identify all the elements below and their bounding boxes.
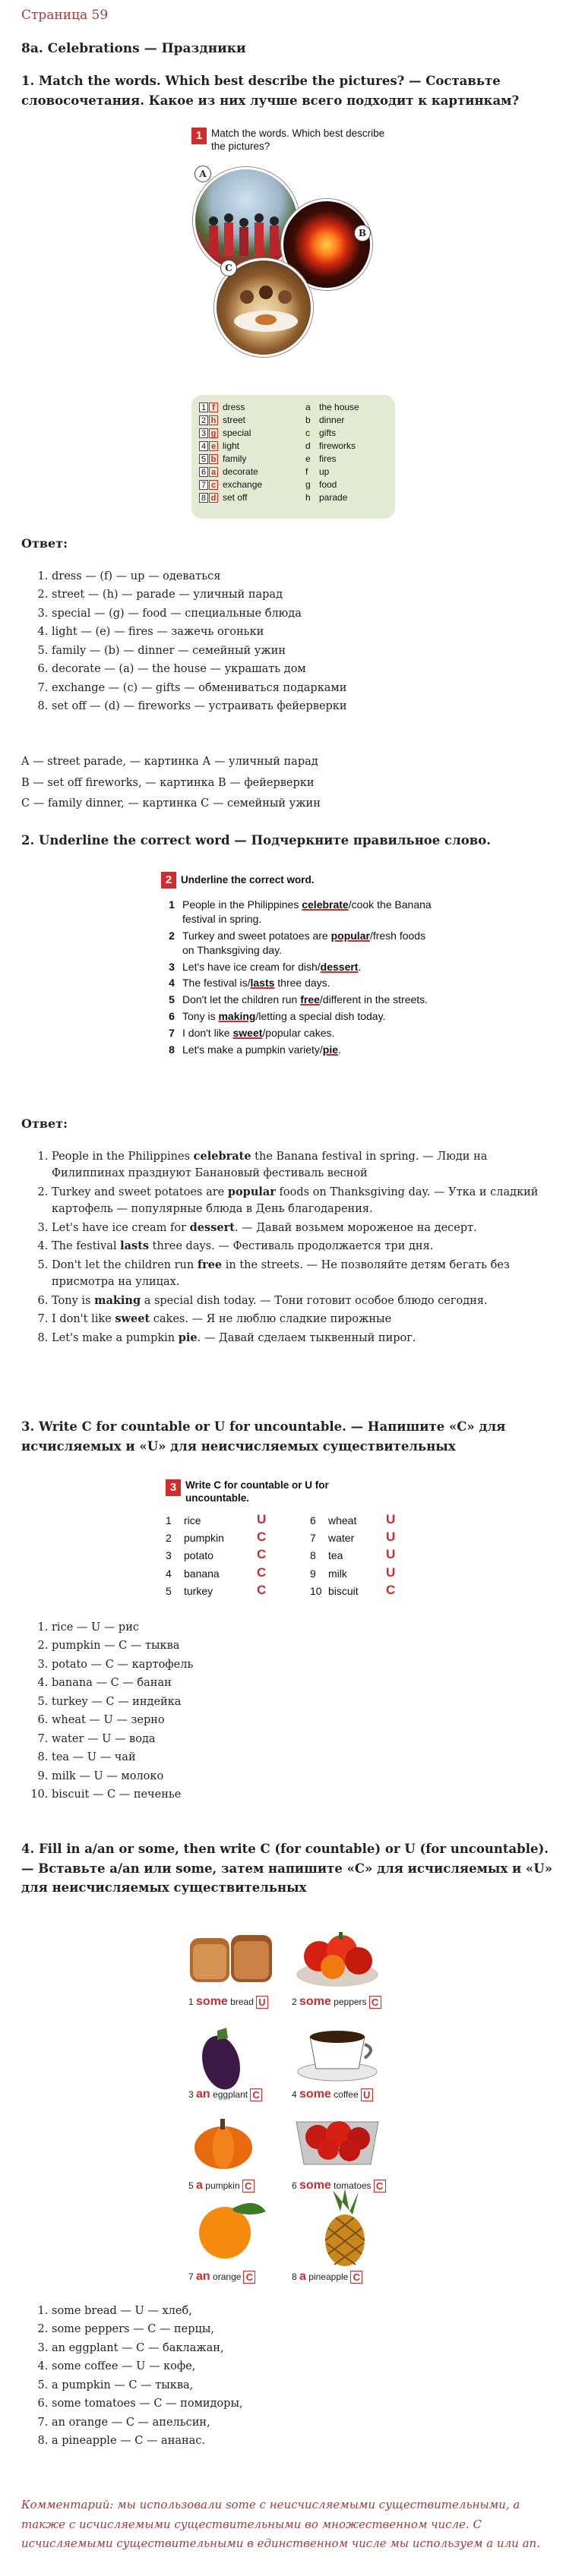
item-noun: eggplant [213, 2089, 248, 2100]
list-item: 5. a pumpkin — C — тыква, [52, 2377, 564, 2394]
item-number: 9 [310, 1567, 316, 1580]
food-caption [292, 2268, 362, 2285]
list-item: 6. some tomatoes — C — помидоры, [52, 2395, 564, 2412]
answer-text: Don't let the children run [52, 1258, 198, 1271]
item-word: the house [319, 402, 359, 412]
item-letter: e [305, 453, 311, 464]
item-letter: f [305, 466, 308, 477]
food-caption [188, 2177, 255, 2194]
item-number: 4 [292, 2089, 297, 2100]
item-text: Don't let the children run [182, 993, 301, 1006]
ex2-title: 2. Underline the correct word — Подчеркните правильное слово. [21, 833, 491, 848]
item-number: 6 [199, 467, 208, 477]
answer-letter: C [386, 1582, 396, 1597]
food-caption [188, 2268, 255, 2285]
ex1-title: 1. Match the words. Which best describe the pictures? — Составьте словосочетания. Какое из них лучше всего подходит к картинкам? [21, 74, 520, 108]
list-item: 8. tea — U — чай [52, 1749, 564, 1766]
item-number: 1 [199, 402, 208, 412]
item-word: turkey [184, 1584, 213, 1597]
ex3-number-badge: 3 [166, 1479, 181, 1496]
item-word: rice [184, 1514, 201, 1526]
item-noun: orange [213, 2271, 242, 2282]
item-letter: b [305, 415, 311, 425]
ex1-picture-answers [21, 752, 564, 815]
match-row [199, 401, 262, 414]
item-text: /cook the Banana festival in spring. [182, 898, 432, 925]
underlined-word: making [218, 1010, 256, 1023]
item-number: 8 [292, 2271, 297, 2282]
item-number: 5 [166, 1584, 172, 1597]
item-number: 2 [199, 415, 208, 425]
list-item: 9. milk — U — молоко [52, 1768, 564, 1785]
answer-text: the Banana festival in spring. — Люди на Филиппинах празднуют Банановый фестиваль весной [52, 1151, 488, 1180]
item-word: dinner [319, 415, 345, 425]
answer-letter: C [257, 1564, 267, 1580]
item-number: 4 [169, 977, 175, 990]
item-word: family [223, 453, 247, 464]
article-answer: some [299, 2179, 331, 2192]
item-letter: h [305, 492, 311, 503]
item-text: /letting a special dish today. [255, 1010, 386, 1023]
underlined-word: sweet [232, 1027, 263, 1040]
list-item: 1. some bread — U — хлеб, [52, 2303, 564, 2319]
item-noun: peppers [334, 1997, 367, 2007]
list-item [52, 1184, 564, 1218]
peppers-image [292, 1921, 383, 1990]
ex2-item [161, 976, 432, 990]
item-text: The festival is/ [182, 977, 251, 990]
picture-answer: B — set off fireworks, — картинка В — фейерверки [21, 776, 315, 789]
answer-letter: U [386, 1564, 396, 1580]
list-item [52, 1330, 564, 1346]
ex1-number-badge: 1 [191, 128, 207, 144]
item-text: I don't like [182, 1027, 233, 1040]
item-number: 3 [188, 2089, 194, 2100]
item-number: 4 [166, 1567, 172, 1580]
ex3-textbook-panel [166, 1479, 439, 1599]
match-row [199, 478, 262, 491]
match-row [305, 401, 359, 414]
answer-bold-word: pie [178, 1331, 198, 1344]
countability-answer: U [361, 2088, 373, 2101]
item-number: 6 [292, 2180, 297, 2191]
ex4-title: 4. Fill in a/an or some, then write C (for countable) or U (for uncountable). — Вставьте a/an или some, затем напишите «С» для исчисляемых и «U» для неисчисляемых существительных [21, 1842, 553, 1896]
ex1-right-column [305, 401, 359, 504]
countability-answer: C [374, 2180, 386, 2192]
ex2-answer-list [21, 1147, 564, 1348]
article-answer: an [196, 2270, 210, 2283]
item-text: /popular cakes. [262, 1027, 335, 1040]
match-row [305, 440, 359, 453]
item-word: light [223, 440, 240, 451]
item-word: set off [223, 492, 248, 503]
answer-bold-word: celebrate [193, 1150, 251, 1163]
item-word: food [319, 479, 337, 490]
pumpkin-image [185, 2105, 261, 2174]
item-number: 3 [166, 1549, 172, 1562]
list-item: 5. family — (b) — dinner — семейный ужин [52, 642, 564, 659]
item-word: gifts [319, 428, 337, 438]
item-word: exchange [223, 479, 263, 490]
item-number: 3 [169, 960, 175, 973]
item-text: People in the Philippines [182, 898, 302, 911]
bread-image [185, 1929, 277, 1990]
answer-letter: f [209, 402, 218, 412]
ex3-instruction: Write C for countable or U for uncountable. [185, 1479, 329, 1504]
underlined-word: pie [322, 1043, 338, 1056]
item-number: 1 [166, 1514, 172, 1526]
countability-answer: C [250, 2088, 262, 2101]
match-row [305, 427, 359, 440]
ex4-answer-list [21, 2301, 564, 2451]
list-item: 1. rice — U — рис [52, 1619, 564, 1636]
list-item: 7. an orange — C — апельсин, [52, 2414, 564, 2431]
article-answer: some [299, 2088, 331, 2101]
answer-letter: d [209, 493, 218, 503]
item-noun: tomatoes [334, 2180, 372, 2191]
ex3-answer-list [21, 1618, 564, 1805]
item-noun: coffee [334, 2089, 359, 2100]
answer-text: . — Давай сделаем тыквенный пирог. [197, 1331, 416, 1344]
item-letter: c [305, 428, 310, 438]
answer-letter: a [209, 467, 218, 477]
item-number: 2 [169, 929, 175, 942]
item-number: 6 [169, 1010, 175, 1023]
match-row [199, 453, 262, 466]
item-number: 8 [199, 493, 208, 503]
answer-text: in the streets. — Не позволяйте детям бегать без присмотра на улицах. [52, 1258, 510, 1289]
item-number: 7 [199, 480, 208, 490]
answer-text: The festival [52, 1240, 121, 1253]
answer-bold-word: sweet [115, 1312, 150, 1326]
list-item: 7. exchange — (c) — gifts — обмениваться подарками [52, 680, 564, 696]
ex2-header [161, 872, 432, 889]
answer-text: People in the Philippines [52, 1151, 194, 1163]
item-word: special [223, 428, 251, 438]
ex2-item [161, 1009, 432, 1024]
item-word: parade [319, 492, 348, 503]
answer-text: Let's have ice cream for [52, 1221, 190, 1234]
ex2-item [161, 1026, 432, 1040]
ex1-instruction: Match the words. Which best describe the pictures? [211, 128, 385, 152]
tomatoes-image [292, 2099, 383, 2172]
answer-text: Tony is [52, 1294, 95, 1307]
photo-label-a: A [194, 166, 211, 182]
eggplant-image [187, 2017, 255, 2093]
list-item: 3. an eggplant — C — баклажан, [52, 2340, 564, 2357]
list-item: 6. wheat — U — зерно [52, 1712, 564, 1728]
countability-answer: C [350, 2271, 362, 2284]
ex2-instruction: Underline the correct word. [181, 874, 315, 886]
item-noun: bread [230, 1997, 254, 2007]
item-number: 10 [310, 1584, 322, 1597]
item-word: wheat [328, 1514, 357, 1526]
match-row [305, 466, 359, 478]
list-item [52, 1148, 564, 1182]
item-word: up [319, 466, 330, 477]
item-number: 5 [199, 454, 208, 464]
list-item: 2. pumpkin — C — тыква [52, 1637, 564, 1654]
answer-letter: e [209, 441, 218, 451]
answer-text: a special dish today. — Тони готовит особое блюдо сегодня. [141, 1294, 488, 1307]
item-number: 8 [310, 1549, 316, 1562]
answer-letter: g [209, 428, 218, 438]
item-text: /fresh foods on Thanksgiving day. [182, 929, 426, 956]
ex2-item [161, 898, 432, 927]
article-answer: a [196, 2179, 203, 2192]
countability-answer: C [242, 2180, 255, 2192]
match-row [305, 414, 359, 427]
item-word: dress [223, 402, 245, 412]
answer-letter: U [386, 1547, 396, 1562]
answer-letter: U [257, 1511, 267, 1526]
item-word: potato [184, 1549, 213, 1562]
item-word: fireworks [319, 440, 356, 451]
list-item: 1. dress — (f) — up — одеваться [52, 568, 564, 585]
answer-letter: C [257, 1582, 267, 1597]
list-item [52, 1311, 564, 1327]
item-number: 2 [166, 1532, 172, 1545]
list-item: 8. set off — (d) — fireworks — устраивать фейерверки [52, 698, 564, 715]
list-item: 2. some peppers — C — перцы, [52, 2321, 564, 2338]
item-word: tea [328, 1549, 343, 1562]
list-item: 10. biscuit — C — печенье [52, 1786, 564, 1803]
match-row [199, 440, 262, 453]
ex2-textbook-panel [161, 872, 432, 1059]
item-text: . [338, 1043, 341, 1056]
picture-answer: C — family dinner, — картинка С — семейный ужин [21, 797, 321, 810]
picture-answer: A — street parade, — картинка А — уличный парад [21, 756, 318, 768]
food-caption [292, 2085, 373, 2103]
answer-bold-word: free [197, 1258, 223, 1271]
answer-text: Turkey and sweet potatoes are [52, 1185, 228, 1198]
list-item [52, 1257, 564, 1291]
list-item: 2. street — (h) — parade — уличный парад [52, 586, 564, 603]
item-number: 1 [188, 1997, 194, 2007]
list-item [52, 1293, 564, 1309]
answer-bold-word: lasts [120, 1239, 150, 1253]
list-item: 4. banana — C — банан [52, 1675, 564, 1691]
article-answer: some [196, 1995, 228, 2008]
item-text: Let's make a pumpkin variety/ [182, 1043, 323, 1056]
page-label: Страница 59 [21, 8, 109, 23]
ex1-textbook-header [191, 128, 397, 153]
article-answer: a [299, 2270, 306, 2283]
answer-letter: C [257, 1547, 267, 1562]
list-item [52, 1238, 564, 1255]
answer-letter: c [209, 480, 218, 490]
answer-text: . — Давай возьмем мороженое на десерт. [234, 1221, 477, 1234]
food-caption [292, 1993, 381, 2010]
answer-letter: U [386, 1530, 396, 1545]
underlined-word: free [300, 993, 320, 1006]
item-text: /different in the streets. [319, 993, 428, 1006]
item-noun: pumpkin [205, 2180, 240, 2191]
answer-letter: b [209, 454, 218, 464]
item-text: Turkey and sweet potatoes are [182, 929, 331, 942]
match-row [305, 478, 359, 491]
list-item: 6. decorate — (a) — the house — украшать дом [52, 661, 564, 677]
item-letter: g [305, 479, 311, 490]
ex2-item [161, 929, 432, 958]
list-item: 8. a pineapple — C — ананас. [52, 2432, 564, 2449]
answer-letter: U [386, 1511, 396, 1526]
coffee-image [292, 2011, 383, 2087]
match-row [199, 414, 262, 427]
ex2-item [161, 993, 432, 1007]
answer-text: three days. — Фестиваль продолжается три дня. [149, 1240, 434, 1253]
item-word: pumpkin [184, 1532, 224, 1545]
item-word: milk [328, 1567, 347, 1580]
ex1-answer-label: Ответ: [21, 536, 68, 551]
ex1-left-column [199, 401, 262, 504]
article-answer: an [196, 2088, 210, 2101]
countability-answer: C [243, 2271, 255, 2284]
ex2-answer-label: Ответ: [21, 1116, 68, 1131]
pineapple-image [310, 2186, 378, 2269]
list-item: 5. turkey — C — индейка [52, 1694, 564, 1710]
match-row [305, 453, 359, 466]
item-number: 1 [169, 898, 175, 911]
ex2-number-badge: 2 [161, 872, 176, 889]
item-text: three days. [274, 977, 330, 990]
answer-text: foods on Thanksgiving day. — Утка и сладкий картофель — популярные блюда в День благодарения. [52, 1185, 539, 1216]
match-row [305, 491, 359, 504]
item-number: 5 [188, 2180, 194, 2191]
orange-image [187, 2195, 270, 2263]
item-word: decorate [223, 466, 258, 477]
food-caption [188, 1993, 268, 2010]
answer-bold-word: making [94, 1293, 141, 1307]
underlined-word: popular [330, 929, 370, 942]
item-number: 7 [188, 2271, 194, 2282]
list-item: 3. special — (g) — food — специальные блюда [52, 605, 564, 622]
photo-label-b: B [354, 225, 371, 242]
ex1-answer-list [21, 567, 564, 717]
item-number: 6 [310, 1514, 316, 1526]
list-item: 3. potato — C — картофель [52, 1656, 564, 1673]
ex3-title: 3. Write C for countable or U for uncountable. — Напишите «С» для исчисляемых и «U» для неисчисляемых существительных [21, 1419, 506, 1454]
food-caption [292, 2177, 386, 2194]
item-word: water [328, 1532, 355, 1545]
item-number: 2 [292, 1997, 297, 2007]
item-text: Tony is [182, 1010, 219, 1023]
answer-letter: h [209, 415, 218, 425]
list-item: 4. light — (e) — fires — зажечь огоньки [52, 623, 564, 640]
photo-label-c: C [220, 260, 237, 276]
ex2-item [161, 960, 432, 974]
article-answer: some [299, 1995, 331, 2008]
item-number: 8 [169, 1043, 175, 1056]
match-row [199, 466, 262, 478]
ex2-item [161, 1043, 432, 1057]
answer-text: I don't like [52, 1313, 115, 1326]
answer-letter: C [257, 1530, 267, 1545]
item-text: Let's have ice cream for dish/ [182, 960, 321, 973]
item-text: . [358, 960, 362, 973]
ex3-header [166, 1479, 439, 1505]
underlined-word: dessert [320, 960, 359, 973]
item-number: 7 [310, 1532, 316, 1545]
item-letter: d [305, 440, 311, 451]
underlined-word: lasts [250, 977, 275, 990]
item-number: 3 [199, 428, 208, 438]
answer-bold-word: popular [227, 1185, 276, 1198]
comment-note: Комментарий: мы использовали some с неисчисляемыми существительными, а также с исчисляемыми существительными во множественном числе. С исчисляемыми существительными в единственном числе мы используем a или an. [21, 2498, 540, 2550]
underlined-word: celebrate [302, 898, 349, 911]
countability-answer: C [369, 1996, 381, 2009]
match-row [199, 491, 262, 504]
answer-text: Let's make a pumpkin [52, 1331, 179, 1344]
answer-bold-word: dessert [189, 1220, 235, 1234]
answer-text: cakes. — Я не люблю сладкие пирожные [150, 1313, 392, 1326]
ex3-grid [166, 1513, 439, 1599]
item-noun: pineapple [308, 2271, 349, 2282]
item-number: 4 [199, 441, 208, 451]
item-word: fires [319, 453, 337, 464]
item-letter: a [305, 402, 311, 412]
list-item: 4. some coffee — U — кофе, [52, 2358, 564, 2375]
countability-answer: U [256, 1996, 268, 2009]
list-item: 7. water — U — вода [52, 1731, 564, 1747]
item-word: street [223, 415, 246, 425]
page-heading: 8a. Celebrations — Праздники [21, 41, 246, 56]
food-caption [188, 2085, 262, 2103]
item-word: biscuit [328, 1584, 359, 1597]
item-word: banana [184, 1567, 220, 1580]
match-row [199, 427, 262, 440]
item-number: 5 [169, 993, 175, 1006]
list-item [52, 1220, 564, 1236]
item-number: 7 [169, 1027, 175, 1040]
ex1-match-box [191, 395, 395, 519]
